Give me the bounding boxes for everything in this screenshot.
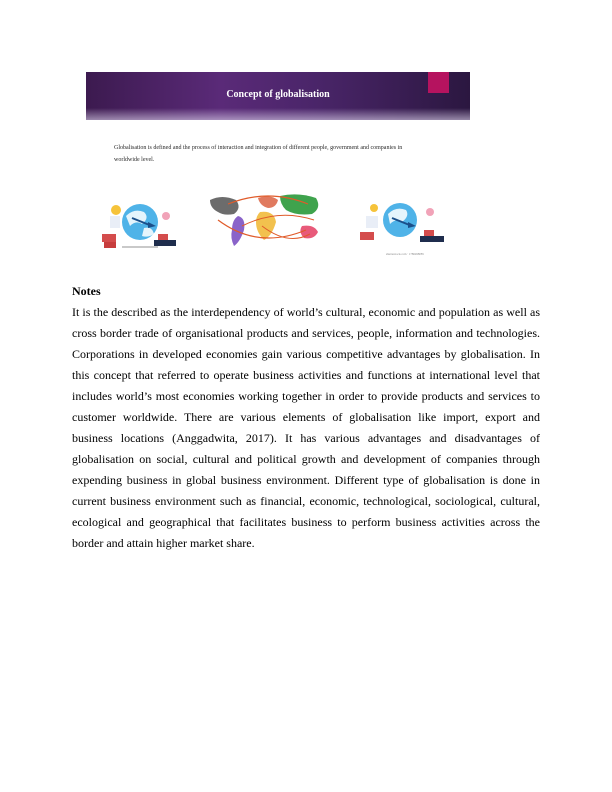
slide-image <box>86 72 470 258</box>
slide-body-text: Globalisation is defined and the process of interaction and integration of different people, government and companies in worldwide level. <box>114 145 403 163</box>
globe-trade-right-icon <box>350 196 454 252</box>
slide-illustrations <box>86 190 470 258</box>
notes-body-text: It is the described as the interdependency of world’s cultural, economic and population as well as cross border trade of organisational products and services, people, information and technologies. Corporations in developed economies gain various competitive advantages by globalisation. In this concept that referred to operate business activities and functions at international level that includes world’s most economies working together in order to provide products and services to customer worldwide. There are various elements of globalisation like import, export and business locations (Anggadwita, 2017). It has various advantages and disadvantages of globalisation on social, cultural and political growth and development of companies through expending business in global business environment. Different type of globalisation is done in current business environment such as financial, economic, technological, sociological, cultural, ecological and geographical that facilitates business to perform business activities across the border and attain higher market share. <box>72 305 540 550</box>
image-caption: shutterstock.com · 1786498085 <box>386 252 424 256</box>
globe-trade-left-icon <box>92 196 188 256</box>
notes-heading: Notes <box>72 284 101 298</box>
world-map-icon <box>198 190 334 258</box>
slide-title: Concept of globalisation <box>226 89 330 100</box>
